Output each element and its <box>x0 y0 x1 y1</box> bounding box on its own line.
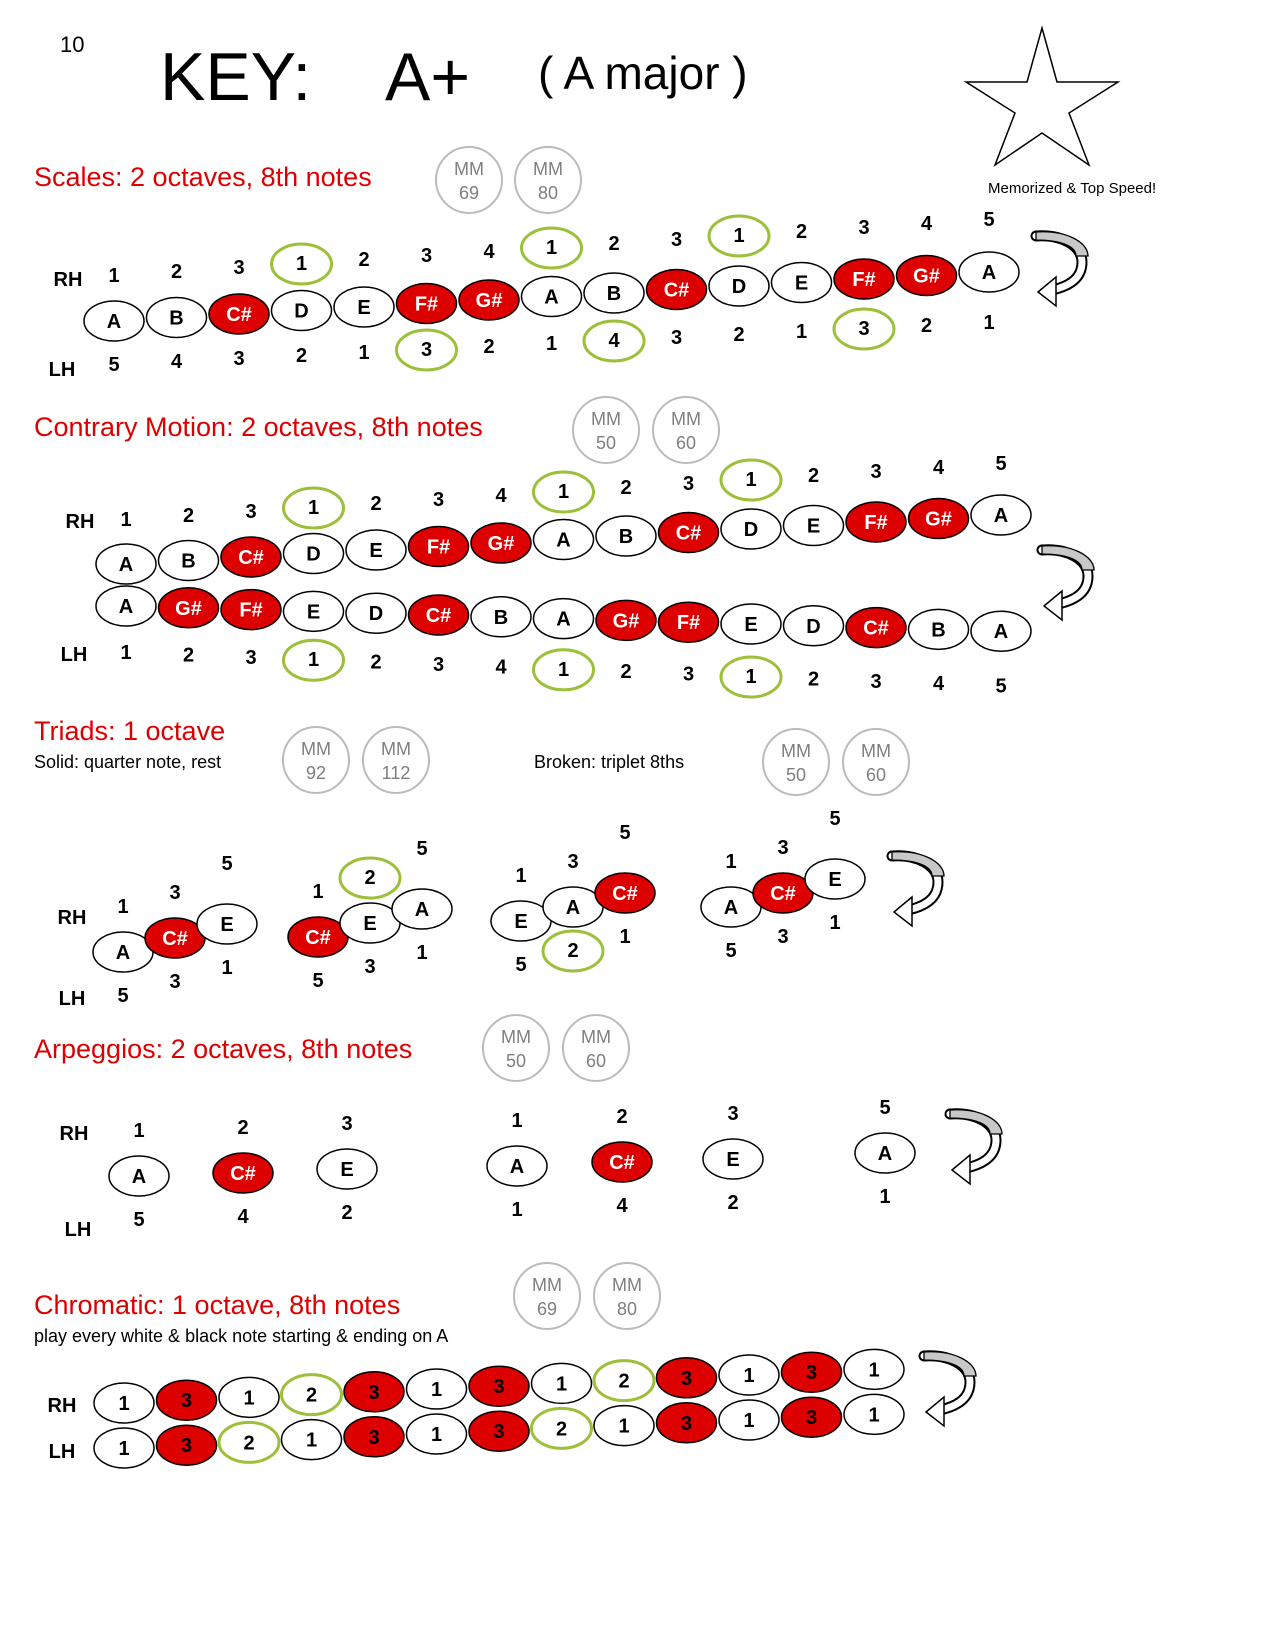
triads-solid-mm-0-circle <box>283 727 349 793</box>
contrary-lh-finger-3: 1 <box>307 649 320 672</box>
chromatic-rh-label: RH <box>47 1395 77 1417</box>
arpeggio-lh-0: 5 <box>133 1209 145 1231</box>
arpeggio-note-6-label: A <box>877 1143 893 1165</box>
triad-3-lh-2: 1 <box>829 912 841 934</box>
triad-2-lh-1: 2 <box>567 940 579 962</box>
chromatic-lh-finger-2: 2 <box>243 1432 255 1455</box>
scale-note-10-label: D <box>731 276 747 298</box>
triad-2-lh-2: 1 <box>619 926 631 948</box>
triads-broken-mm-0-mm: MM <box>781 741 811 761</box>
scale-lh-finger-2: 3 <box>233 348 245 370</box>
scale-lh-finger-9: 3 <box>670 327 683 349</box>
triad-0-rh-0: 1 <box>117 896 129 918</box>
chromatic-mm-0-circle <box>514 1263 580 1329</box>
chromatic-lh-finger-3: 1 <box>305 1429 318 1452</box>
arpeggios-mm-0-circle <box>483 1015 549 1081</box>
scale-lh-finger-11: 1 <box>795 321 808 343</box>
triad-3-rh-1: 3 <box>777 837 789 859</box>
triad-1-lh-2: 1 <box>416 942 428 964</box>
triad-1-rh-1: 2 <box>364 867 376 889</box>
contrary-lh-note-9-label: F# <box>676 612 701 635</box>
key-full-name: ( A major ) <box>538 47 748 99</box>
scale-note-12-label: F# <box>852 269 876 291</box>
contrary-lh-finger-12: 3 <box>870 670 882 693</box>
scale-lh-finger-8: 4 <box>608 330 620 352</box>
triad-2-lh-0: 5 <box>515 954 527 976</box>
triads-broken-label: Broken: triplet 8ths <box>534 752 685 772</box>
contrary-mm-0-circle <box>573 397 639 463</box>
triad-1-rh-0: 1 <box>312 881 324 903</box>
contrary-lh-note-11-label: D <box>806 615 821 638</box>
chromatic-lh-finger-7: 2 <box>555 1418 568 1441</box>
scale-lh-finger-0: 5 <box>108 354 120 376</box>
triad-2-rh-2: 5 <box>619 822 631 844</box>
scale-note-5-label: F# <box>414 293 439 316</box>
scale-rh-finger-4: 2 <box>358 249 370 271</box>
contrary-lh-note-0-label: A <box>118 596 134 618</box>
chromatic-rh-finger-2: 1 <box>243 1387 255 1410</box>
triads-broken-mm-1-mm: MM <box>861 741 891 761</box>
contrary-lh-finger-9: 3 <box>682 663 695 686</box>
triad-2-rh-0: 1 <box>515 865 527 887</box>
contrary-rh-finger-11: 2 <box>807 465 820 487</box>
chromatic-lh-finger-9: 3 <box>680 1412 693 1435</box>
scales-mm-0-value: 69 <box>458 183 480 203</box>
triad-2-note-2-label: C# <box>612 883 638 905</box>
chromatic-mm-0-value: 69 <box>536 1299 558 1319</box>
scale-rh-finger-9: 3 <box>670 229 683 251</box>
triads-solid-mm-0-mm: MM <box>301 739 331 759</box>
contrary-lh-finger-7: 1 <box>557 658 570 681</box>
arpeggio-rh-0: 1 <box>133 1120 145 1142</box>
triads-lh-label: LH <box>58 988 86 1010</box>
triads-broken-mm-1-value: 60 <box>865 765 887 785</box>
contrary-rh-finger-6: 4 <box>495 485 507 507</box>
triad-0-note-0-label: A <box>115 942 131 964</box>
triad-1-note-1-label: E <box>363 913 377 935</box>
contrary-rh-finger-7: 1 <box>557 481 570 503</box>
arpeggio-note-4-label: C# <box>609 1152 635 1174</box>
triad-3-lh-1: 3 <box>777 926 789 948</box>
arpeggio-note-3-label: A <box>509 1156 525 1178</box>
contrary-lh-note-14-label: A <box>993 621 1009 644</box>
triad-3-note-0-label: A <box>723 897 739 919</box>
chromatic-lh-label: LH <box>48 1441 76 1463</box>
scales-mm-1-circle <box>515 147 581 213</box>
contrary-rh-note-10-label: D <box>743 519 759 541</box>
contrary-rh-note-4-label: E <box>369 540 383 562</box>
contrary-rh-note-5-label: F# <box>426 536 451 559</box>
scale-rh-finger-2: 3 <box>233 257 245 279</box>
contrary-rh-finger-13: 4 <box>932 457 945 479</box>
contrary-mm-0-value: 50 <box>595 433 617 453</box>
contrary-lh-finger-6: 4 <box>495 656 507 679</box>
arpeggio-lh-2: 2 <box>341 1202 353 1224</box>
chromatic-rh-finger-8: 2 <box>618 1370 630 1393</box>
contrary-title: Contrary Motion: 2 octaves, 8th notes <box>34 412 483 442</box>
scales-rh-label: RH <box>53 269 83 291</box>
contrary-lh-note-4-label: D <box>368 603 384 626</box>
star-caption: Memorized & Top Speed! <box>988 180 1157 197</box>
contrary-rh-note-14-label: A <box>993 505 1009 527</box>
scale-lh-finger-5: 3 <box>420 339 433 361</box>
triad-3-note-2-label: E <box>828 869 842 891</box>
arpeggio-rh-1: 2 <box>237 1117 249 1139</box>
triad-2-rh-1: 3 <box>567 851 579 873</box>
triad-2-note-1-label: A <box>565 897 581 919</box>
contrary-rh-note-12-label: F# <box>864 512 888 534</box>
contrary-rh-note-2-label: C# <box>238 547 264 569</box>
chromatic-rh-finger-0: 1 <box>118 1393 130 1415</box>
chromatic-subtitle: play every white & black note starting & ending on A <box>34 1326 449 1346</box>
arpeggio-rh-3: 1 <box>511 1110 523 1132</box>
triad-0-lh-1: 3 <box>169 971 181 993</box>
contrary-lh-note-1-label: G# <box>175 597 202 620</box>
contrary-lh-note-13-label: B <box>931 619 946 642</box>
contrary-lh-note-10-label: E <box>744 614 758 636</box>
triad-0-lh-0: 5 <box>117 985 129 1007</box>
arpeggios-rh-label: RH <box>59 1123 89 1145</box>
chromatic-mm-0-mm: MM <box>532 1275 562 1295</box>
arpeggios-mm-0-value: 50 <box>505 1051 527 1071</box>
scale-lh-finger-12: 3 <box>858 318 870 340</box>
chromatic-mm-1-value: 80 <box>616 1299 638 1319</box>
contrary-rh-note-1-label: B <box>181 550 196 573</box>
contrary-lh-note-12-label: C# <box>863 617 889 640</box>
arpeggios-repeat-arrow-icon <box>950 1110 1002 1184</box>
triads-solid-mm-1-circle <box>363 727 429 793</box>
chromatic-rh-finger-1: 3 <box>180 1390 193 1413</box>
triads-broken-mm-0-circle <box>763 729 829 795</box>
triad-1-lh-0: 5 <box>312 970 324 992</box>
scale-note-0-label: A <box>106 311 122 333</box>
triads-solid-mm-0-value: 92 <box>305 763 327 783</box>
contrary-lh-finger-5: 3 <box>432 654 445 676</box>
triads-solid-mm-1-mm: MM <box>381 739 411 759</box>
contrary-lh-note-5-label: C# <box>425 605 452 627</box>
scale-note-7-label: A <box>544 286 559 309</box>
triads-title: Triads: 1 octave <box>34 716 226 746</box>
arpeggio-note-2-label: E <box>340 1159 354 1181</box>
chromatic-lh-finger-8: 1 <box>618 1415 630 1438</box>
triad-3-rh-0: 1 <box>725 851 737 873</box>
chromatic-mm-1-mm: MM <box>612 1275 642 1295</box>
contrary-lh-note-7-label: A <box>556 608 571 631</box>
contrary-rh-finger-4: 2 <box>370 493 382 515</box>
arpeggios-title: Arpeggios: 2 octaves, 8th notes <box>34 1034 413 1064</box>
contrary-lh-finger-14: 5 <box>995 675 1007 698</box>
arpeggio-lh-6: 1 <box>879 1186 891 1208</box>
chromatic-title: Chromatic: 1 octave, 8th notes <box>34 1290 401 1320</box>
scale-rh-finger-1: 2 <box>170 261 183 283</box>
chromatic-rh-finger-10: 1 <box>743 1365 755 1387</box>
contrary-rh-note-3-label: D <box>306 543 321 566</box>
chromatic-rh-finger-6: 3 <box>493 1376 505 1399</box>
star-icon <box>966 28 1118 165</box>
scale-lh-finger-4: 1 <box>358 342 370 364</box>
scale-rh-finger-3: 1 <box>295 253 308 275</box>
arpeggio-rh-5: 3 <box>727 1103 739 1125</box>
chromatic-lh-finger-6: 3 <box>493 1421 505 1444</box>
arpeggio-note-0-label: A <box>131 1166 147 1188</box>
triad-1-rh-2: 5 <box>416 838 428 860</box>
contrary-mm-1-value: 60 <box>675 433 697 453</box>
arpeggios-mm-1-circle <box>563 1015 629 1081</box>
key-label: KEY: <box>160 39 312 115</box>
chromatic-lh-finger-0: 1 <box>118 1438 130 1460</box>
arpeggios-lh-label: LH <box>64 1219 92 1241</box>
scale-lh-finger-10: 2 <box>733 324 745 346</box>
arpeggio-lh-3: 1 <box>511 1199 523 1221</box>
chromatic-rh-finger-11: 3 <box>805 1362 818 1385</box>
scale-note-1-label: B <box>169 307 184 330</box>
scale-note-11-label: E <box>794 272 809 295</box>
contrary-rh-finger-10: 1 <box>745 469 757 491</box>
triad-0-rh-1: 3 <box>169 882 181 904</box>
scale-note-2-label: C# <box>226 304 252 326</box>
scale-rh-finger-7: 1 <box>545 237 558 259</box>
scales-mm-1-value: 80 <box>537 183 559 203</box>
triads-rh-label: RH <box>57 907 87 929</box>
scale-lh-finger-13: 2 <box>920 315 933 337</box>
contrary-rh-finger-8: 2 <box>620 477 632 499</box>
scale-note-14-label: A <box>981 262 997 284</box>
contrary-lh-note-2-label: F# <box>239 599 263 622</box>
contrary-lh-finger-11: 2 <box>807 668 820 691</box>
scale-rh-finger-6: 4 <box>483 241 495 263</box>
contrary-lh-finger-10: 1 <box>745 666 757 688</box>
triads-broken-mm-1-circle <box>843 729 909 795</box>
arpeggio-rh-6: 5 <box>879 1097 891 1119</box>
triads-repeat-arrow-icon <box>892 852 944 926</box>
chromatic-rh-finger-9: 3 <box>680 1367 693 1390</box>
scale-note-6-label: G# <box>475 290 503 312</box>
arpeggios-mm-1-value: 60 <box>585 1051 607 1071</box>
scale-lh-finger-6: 2 <box>483 336 495 358</box>
contrary-mm-1-circle <box>653 397 719 463</box>
chromatic-rh-finger-5: 1 <box>430 1379 443 1401</box>
contrary-lh-label: LH <box>60 644 88 666</box>
triad-1-note-2-label: A <box>414 899 430 921</box>
contrary-rh-finger-12: 3 <box>870 461 882 483</box>
contrary-rh-note-11-label: E <box>806 515 821 538</box>
scale-lh-finger-3: 2 <box>295 345 308 367</box>
scale-rh-finger-10: 1 <box>733 225 745 247</box>
scale-lh-finger-14: 1 <box>983 312 995 334</box>
arpeggios-mm-1-mm: MM <box>581 1027 611 1047</box>
arpeggio-note-5-label: E <box>726 1149 740 1171</box>
contrary-repeat-arrow-icon <box>1042 546 1094 620</box>
arpeggio-rh-2: 3 <box>341 1113 353 1135</box>
scale-lh-finger-1: 4 <box>170 351 183 373</box>
triad-1-note-0-label: C# <box>305 927 331 949</box>
scales-lh-label: LH <box>48 359 76 381</box>
chromatic-lh-finger-4: 3 <box>368 1426 380 1449</box>
chromatic-lh-finger-10: 1 <box>743 1410 755 1432</box>
arpeggio-lh-4: 4 <box>616 1195 628 1217</box>
arpeggio-lh-1: 4 <box>237 1206 249 1228</box>
contrary-rh-label: RH <box>65 511 95 533</box>
arpeggio-note-1-label: C# <box>230 1163 256 1185</box>
contrary-lh-finger-4: 2 <box>370 651 382 674</box>
scale-note-3-label: D <box>294 300 309 323</box>
contrary-rh-note-0-label: A <box>118 554 134 576</box>
chromatic-lh-finger-5: 1 <box>430 1424 443 1446</box>
chromatic-repeat-arrow-icon <box>924 1352 976 1426</box>
chromatic-lh-finger-11: 3 <box>805 1407 818 1430</box>
contrary-lh-note-8-label: G# <box>612 610 640 633</box>
contrary-rh-note-8-label: B <box>618 526 634 548</box>
scale-note-13-label: G# <box>913 265 940 288</box>
contrary-rh-finger-1: 2 <box>182 505 195 527</box>
contrary-rh-note-7-label: A <box>556 529 571 552</box>
contrary-lh-note-3-label: E <box>306 601 321 624</box>
contrary-lh-finger-8: 2 <box>620 661 632 684</box>
contrary-lh-finger-2: 3 <box>245 646 257 669</box>
chromatic-rh-finger-4: 3 <box>368 1381 380 1404</box>
triads-solid-mm-1-value: 112 <box>381 763 411 783</box>
scale-lh-finger-7: 1 <box>545 333 558 355</box>
scales-mm-0-mm: MM <box>454 159 484 179</box>
triad-3-lh-0: 5 <box>725 940 737 962</box>
contrary-lh-note-6-label: B <box>493 606 509 629</box>
scales-mm-0-circle <box>436 147 502 213</box>
chromatic-rh-finger-3: 2 <box>305 1384 318 1407</box>
contrary-rh-note-6-label: G# <box>487 533 515 555</box>
triad-1-lh-1: 3 <box>364 956 376 978</box>
contrary-rh-finger-0: 1 <box>120 509 132 531</box>
triads-solid-label: Solid: quarter note, rest <box>34 752 222 772</box>
triad-0-rh-2: 5 <box>221 853 233 875</box>
contrary-rh-finger-3: 1 <box>307 497 320 519</box>
contrary-rh-finger-5: 3 <box>432 489 445 511</box>
contrary-rh-finger-2: 3 <box>245 501 257 523</box>
triad-2-note-0-label: E <box>514 911 528 933</box>
chromatic-rh-finger-7: 1 <box>555 1373 568 1396</box>
scale-rh-finger-5: 3 <box>420 245 433 267</box>
scale-rh-finger-8: 2 <box>608 233 620 255</box>
scale-note-8-label: B <box>606 283 622 305</box>
contrary-rh-finger-14: 5 <box>995 453 1007 475</box>
scales-mm-1-mm: MM <box>533 159 563 179</box>
triad-3-rh-2: 5 <box>829 808 841 830</box>
contrary-rh-finger-9: 3 <box>682 473 695 495</box>
scale-rh-finger-12: 3 <box>858 217 870 239</box>
scale-rh-finger-0: 1 <box>108 265 120 287</box>
contrary-lh-finger-13: 4 <box>932 673 945 696</box>
scales-title: Scales: 2 octaves, 8th notes <box>34 162 372 192</box>
triad-0-note-2-label: E <box>220 914 234 936</box>
arpeggios-mm-0-mm: MM <box>501 1027 531 1047</box>
triads-broken-mm-0-value: 50 <box>785 765 807 785</box>
scale-note-4-label: E <box>357 297 371 319</box>
key-name: A+ <box>385 39 471 115</box>
scale-rh-finger-13: 4 <box>920 213 933 235</box>
contrary-rh-note-9-label: C# <box>675 522 702 545</box>
contrary-rh-note-13-label: G# <box>925 508 952 531</box>
scale-rh-finger-11: 2 <box>795 221 808 243</box>
scale-note-9-label: C# <box>663 279 690 302</box>
contrary-mm-0-mm: MM <box>591 409 621 429</box>
scales-repeat-arrow-icon <box>1036 232 1088 306</box>
triad-0-lh-2: 1 <box>221 957 233 979</box>
chromatic-mm-1-circle <box>594 1263 660 1329</box>
triad-0-note-1-label: C# <box>162 928 188 950</box>
contrary-lh-finger-0: 1 <box>120 642 132 664</box>
chromatic-lh-finger-1: 3 <box>180 1435 193 1458</box>
chromatic-lh-finger-12: 1 <box>868 1404 880 1427</box>
arpeggio-rh-4: 2 <box>616 1106 628 1128</box>
scale-rh-finger-14: 5 <box>983 209 995 231</box>
arpeggio-lh-5: 2 <box>727 1192 739 1214</box>
contrary-mm-1-mm: MM <box>671 409 701 429</box>
chromatic-rh-finger-12: 1 <box>868 1359 880 1382</box>
triad-3-note-1-label: C# <box>770 883 796 905</box>
page-number: 10 <box>60 32 85 57</box>
contrary-lh-finger-1: 2 <box>182 644 195 667</box>
